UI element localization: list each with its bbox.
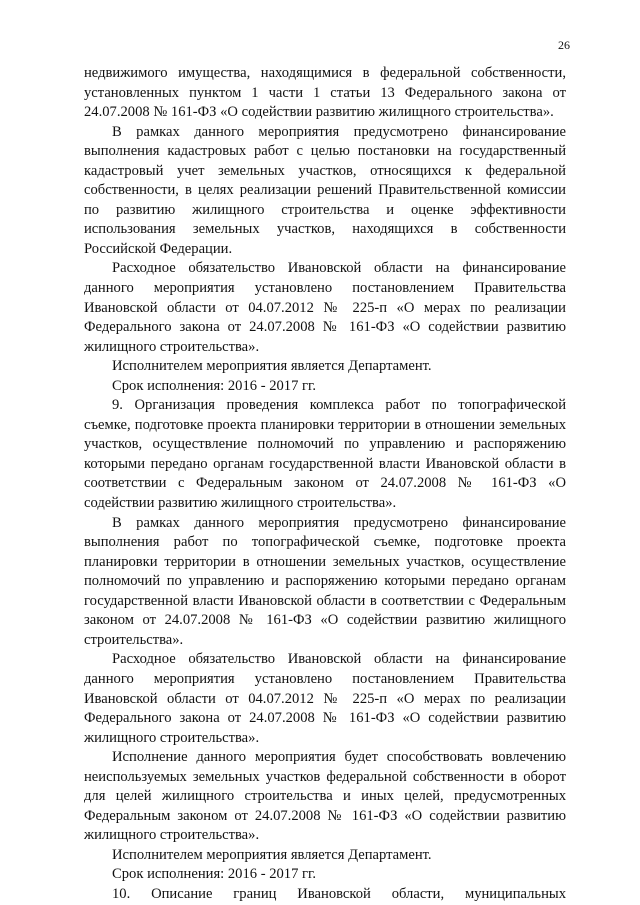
paragraph: В рамках данного мероприятия предусмотрено финансирование выполнения работ по топографической съемке, подготовке проекта планировки территории в отношении земельных участков, осуществление полномочий по управлению и распоряжению которыми передано органам государственной власти Ивановской области в соответствии с Федеральным законом от 24.07.2008 № 161-ФЗ «О содействии развитию жилищного строительства». — [84, 514, 566, 648]
paragraph: Расходное обязательство Ивановской области на финансирование данного мероприятия установлено постановлением Правительства Ивановской области от 04.07.2012 № 225-п «О мерах по реализации Федерального закона от 24.07.2008 № 161-ФЗ «О содействии развитию жилищного строительства». — [84, 651, 566, 746]
paragraph: недвижимого имущества, находящимися в федеральной собственности, установленных пунктом 1 части 1 статьи 13 Федерального закона от 24.07.2008 № 161-ФЗ «О содействии развитию жилищного строительства». — [84, 65, 566, 121]
document-body — [84, 64, 566, 905]
paragraph: Срок исполнения: 2016 - 2017 гг. — [112, 377, 317, 394]
paragraph: В рамках данного мероприятия предусмотрено финансирование выполнения кадастровых работ с целью постановки на государственный кадастровый учет земельных участков, относящихся к федеральной собственности, в целях реализации решений Правительственной комиссии по развитию жилищного строительства и оценке эффективности использования земельных участков, находящихся в собственности Российской Федерации. — [84, 123, 566, 257]
paragraph: Расходное обязательство Ивановской области на финансирование данного мероприятия установлено постановлением Правительства Ивановской области от 04.07.2012 № 225-п «О мерах по реализации Федерального закона от 24.07.2008 № 161-ФЗ «О содействии развитию жилищного строительства». — [84, 260, 566, 355]
page-number: 26 — [558, 38, 570, 52]
paragraph: 9. Организация проведения комплекса работ по топографической съемке, подготовке проекта планировки территории в отношении земельных участков, осуществление полномочий по управлению и распоряжению которыми передано органам государственной власти Ивановской области в соответствии с Федеральным законом от 24.07.2008 № 161-ФЗ «О содействии развитию жилищного строительства». — [84, 397, 566, 512]
paragraph: 10. Описание границ Ивановской области, муниципальных — [112, 885, 566, 902]
paragraph: Срок исполнения: 2016 - 2017 гг. — [112, 866, 317, 883]
paragraph: Исполнителем мероприятия является Департамент. — [112, 358, 432, 375]
paragraph: Исполнение данного мероприятия будет способствовать вовлечению неиспользуемых земельных участков федеральной собственности в оборот для целей жилищного строительства и иных целей, предусмотренных Федеральным законом от 24.07.2008 № 161-ФЗ «О содействии развитию жилищного строительства». — [84, 749, 566, 844]
paragraph: Исполнителем мероприятия является Департамент. — [112, 846, 432, 863]
